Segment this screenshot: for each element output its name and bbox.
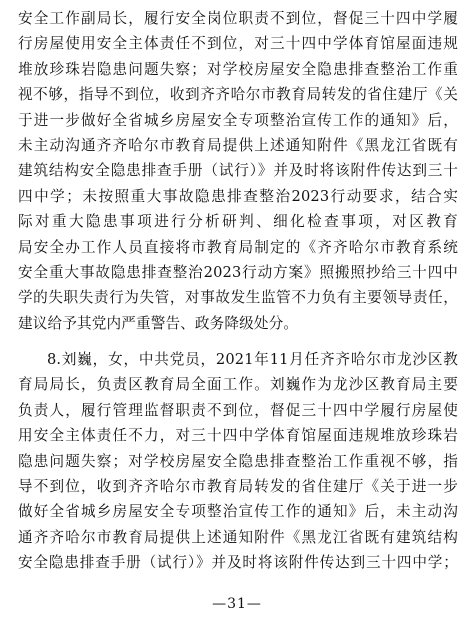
paragraph-2 <box>18 347 458 576</box>
text-line: 视不够，指导不到位，收到齐齐哈尔市教育局转发的省住建厅《关 <box>18 86 458 104</box>
text-line: 做好全省城乡房屋安全专项整治宣传工作的通知》后，未主动沟 <box>18 503 458 521</box>
text-line: 未主动沟通齐齐哈尔市教育局提供上述通知附件《黑龙江省既有 <box>18 136 458 154</box>
document-body <box>18 6 458 576</box>
text-line: 通齐齐哈尔市教育局提供上述通知附件《黑龙江省既有建筑结构 <box>18 528 458 546</box>
text-line: 际对重大隐患事项进行分析研判、细化检查事项，对区教育 <box>18 213 458 231</box>
paragraph-gap <box>18 336 458 347</box>
text-line: 8.刘巍，女，中共党员，2021年11月任齐齐哈尔市龙沙区教 <box>47 351 458 369</box>
text-line: 四中学；未按照重大事故隐患排查整治2023行动要求，结合实 <box>18 187 458 205</box>
text-line: 导不到位，收到齐齐哈尔市教育局转发的省住建厅《关于进一步 <box>18 478 458 496</box>
text-line: 建筑结构安全隐患排查手册（试行）》并及时将该附件传达到三十 <box>18 162 458 180</box>
text-line: 安全工作副局长，履行安全岗位职责不到位，督促三十四中学履 <box>18 10 458 27</box>
page-number: —31— <box>212 596 262 612</box>
text-line: 用安全主体责任不力，对三十四中学体育馆屋面违规堆放珍珠岩 <box>18 427 458 445</box>
text-line: 安全重大事故隐患排查整治2023行动方案》照搬照抄给三十四中 <box>18 263 458 281</box>
paragraph-1 <box>18 6 458 336</box>
text-line: 负责人，履行管理监督职责不到位，督促三十四中学履行房屋使 <box>18 401 458 419</box>
text-line: 学的失职失责行为失管，对事故发生监管不力负有主要领导责任， <box>18 289 458 307</box>
text-line: 行房屋使用安全主体责任不到位，对三十四中学体育馆屋面违规 <box>18 35 458 53</box>
text-line: 建议给予其党内严重警告、政务降级处分。 <box>18 314 299 332</box>
text-line: 局安全办工作人员直接将市教育局制定的《齐齐哈尔市教育系统 <box>18 238 458 256</box>
text-line: 育局局长，负责区教育局全面工作。刘巍作为龙沙区教育局主要 <box>18 376 458 394</box>
text-line: 于进一步做好全省城乡房屋安全专项整治宣传工作的通知》后， <box>18 111 458 129</box>
text-line: 隐患问题失察；对学校房屋安全隐患排查整治工作重视不够，指 <box>18 452 458 470</box>
text-line: 安全隐患排查手册（试行）》并及时将该附件传达到三十四中学； <box>18 554 458 572</box>
text-line: 堆放珍珠岩隐患问题失察；对学校房屋安全隐患排查整治工作重 <box>18 60 458 78</box>
